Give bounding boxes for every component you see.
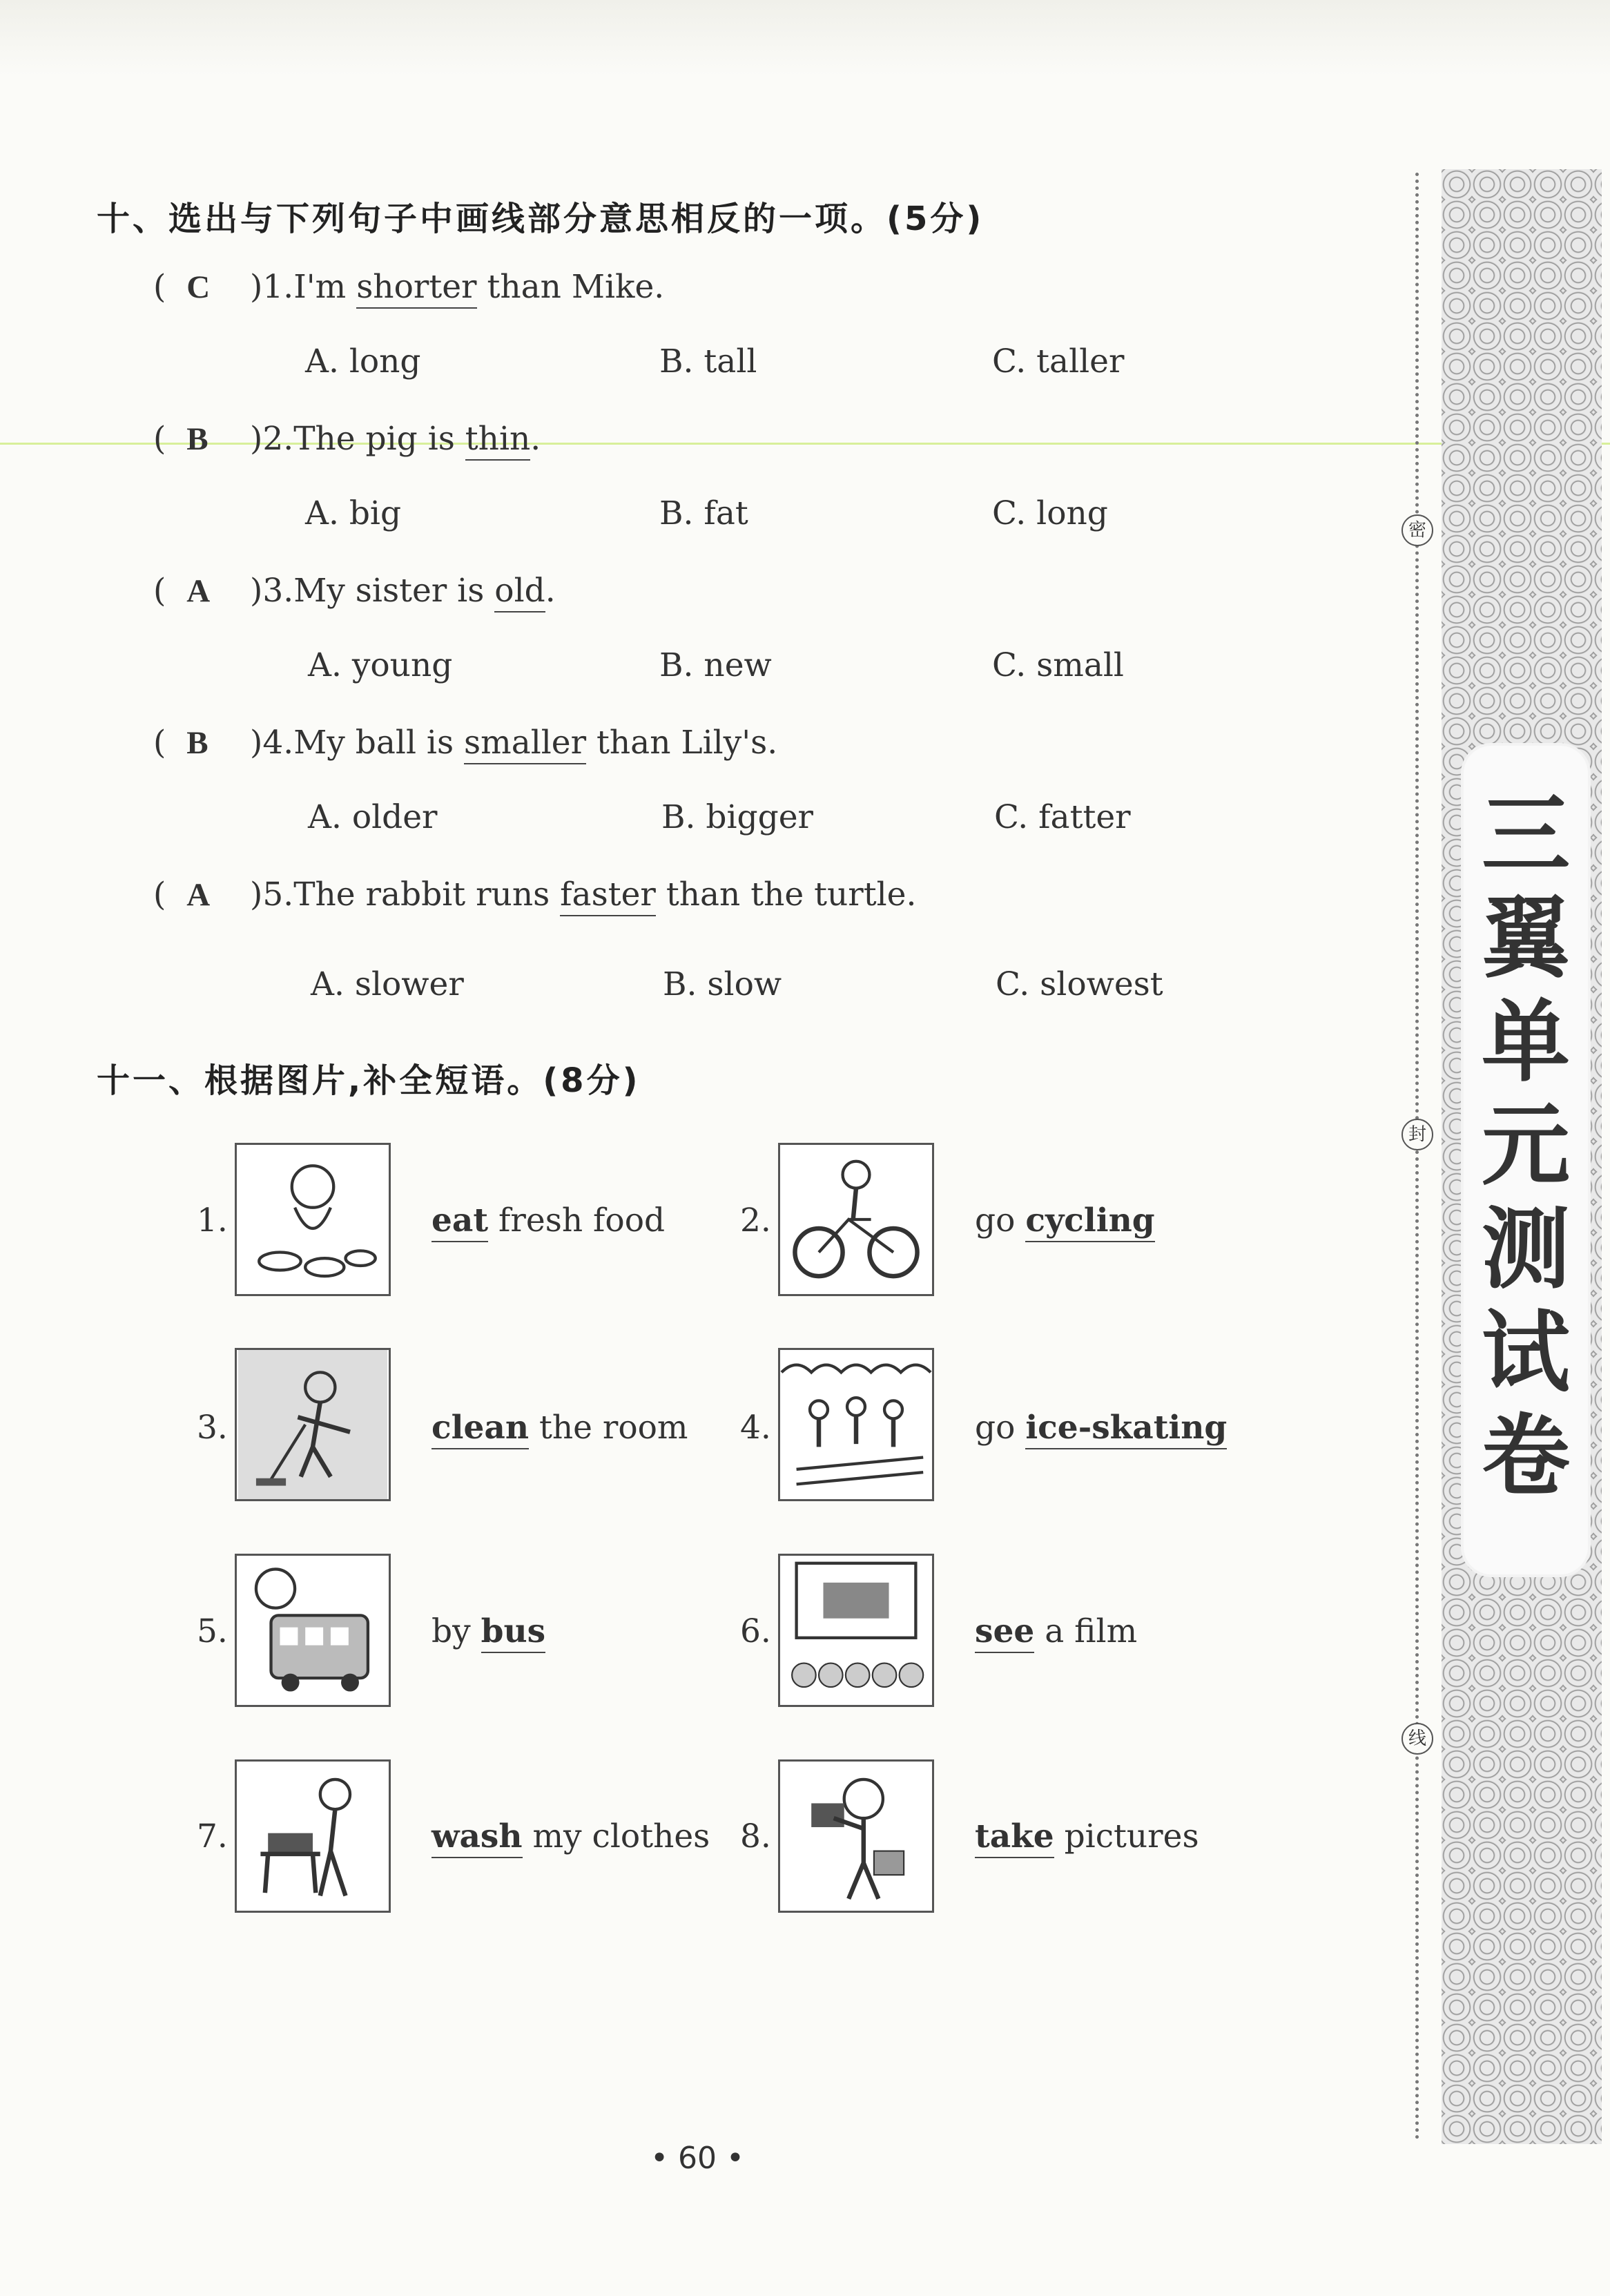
phrase-5: by bus bbox=[431, 1612, 545, 1650]
phrase-6: see a film bbox=[975, 1612, 1137, 1650]
item-number: 7. bbox=[197, 1817, 228, 1855]
bus-icon bbox=[235, 1554, 391, 1707]
item-number: 2. bbox=[740, 1202, 771, 1239]
option-2c: C. long bbox=[992, 494, 1108, 532]
option-2b: B. fat bbox=[659, 494, 748, 532]
underlined-word: thin bbox=[465, 420, 530, 461]
sidebar-title: 三 翼 单 元 测 试 卷 bbox=[1464, 746, 1588, 1574]
binding-dotted-line bbox=[1415, 173, 1419, 2141]
boy-camera-icon bbox=[778, 1759, 934, 1913]
answer-1: C bbox=[186, 269, 211, 305]
item-number: 3. bbox=[197, 1409, 228, 1447]
seal-mark: 线 bbox=[1402, 1723, 1433, 1755]
option-2a: A. big bbox=[305, 494, 402, 532]
page-number: • 60 • bbox=[650, 2141, 744, 2176]
answer-5: A bbox=[186, 877, 211, 913]
underlined-word: faster bbox=[560, 876, 656, 916]
question-3: ( A )3.My sister is old. bbox=[153, 572, 556, 610]
phrase-2: go cycling bbox=[975, 1202, 1155, 1239]
answer-4: B bbox=[186, 725, 208, 761]
answer-2: B bbox=[186, 421, 208, 457]
question-4: ( B )4.My ball is smaller than Lily's. bbox=[153, 724, 777, 762]
option-5c: C. slowest bbox=[996, 965, 1163, 1003]
underlined-word: old bbox=[494, 572, 545, 612]
phrase-3: clean the room bbox=[431, 1409, 688, 1447]
item-number: 4. bbox=[740, 1409, 771, 1447]
option-3a: A. young bbox=[308, 646, 453, 684]
seal-mark: 密 bbox=[1402, 514, 1433, 546]
option-1a: A. long bbox=[305, 343, 421, 380]
item-number: 5. bbox=[197, 1612, 228, 1650]
underlined-word: smaller bbox=[464, 724, 586, 764]
answer-3: A bbox=[186, 573, 211, 609]
boy-eating-icon bbox=[235, 1143, 391, 1296]
phrase-4: go ice-skating bbox=[975, 1409, 1227, 1447]
question-5: ( A )5.The rabbit runs faster than the turtle. bbox=[153, 876, 916, 914]
option-5a: A. slower bbox=[311, 965, 464, 1003]
cyclist-icon bbox=[778, 1143, 934, 1296]
phrase-1: eat fresh food bbox=[431, 1202, 665, 1239]
item-number: 8. bbox=[740, 1817, 771, 1855]
scan-top-band bbox=[0, 0, 1610, 76]
phrase-7: wash my clothes bbox=[431, 1817, 710, 1855]
option-1c: C. taller bbox=[992, 343, 1125, 380]
option-3b: B. new bbox=[659, 646, 772, 684]
item-number: 6. bbox=[740, 1612, 771, 1650]
option-3c: C. small bbox=[992, 646, 1124, 684]
section-10-heading: 十、选出与下列句子中画线部分意思相反的一项。(5分) bbox=[97, 200, 985, 238]
underlined-word: shorter bbox=[356, 268, 476, 309]
item-number: 1. bbox=[197, 1202, 228, 1239]
question-2: ( B )2.The pig is thin. bbox=[153, 420, 541, 458]
option-5b: B. slow bbox=[663, 965, 782, 1003]
option-4b: B. bigger bbox=[661, 798, 813, 836]
option-4c: C. fatter bbox=[994, 798, 1131, 836]
girl-washing-icon bbox=[235, 1759, 391, 1913]
seal-mark: 封 bbox=[1402, 1119, 1433, 1150]
section-11-heading: 十一、根据图片,补全短语。(8分) bbox=[97, 1061, 641, 1100]
question-1: ( C )1.I'm shorter than Mike. bbox=[153, 268, 664, 306]
skaters-icon bbox=[778, 1348, 934, 1501]
option-1b: B. tall bbox=[659, 343, 757, 380]
cinema-icon bbox=[778, 1554, 934, 1707]
phrase-8: take pictures bbox=[975, 1817, 1199, 1855]
option-4a: A. older bbox=[308, 798, 438, 836]
girl-mopping-icon bbox=[235, 1348, 391, 1501]
